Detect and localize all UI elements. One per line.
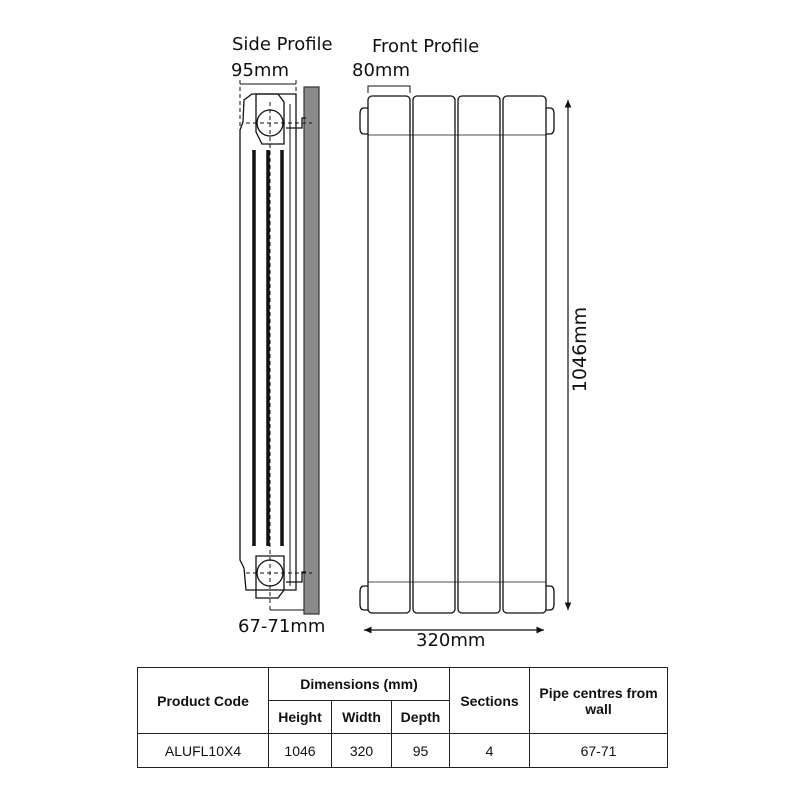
- pipe-stub-bottom-left: [360, 586, 368, 610]
- header-product-code: Product Code: [138, 668, 269, 734]
- header-pipe-centres: Pipe centres from wall: [530, 668, 668, 734]
- front-section: [503, 96, 546, 613]
- cell-width: 320: [332, 734, 392, 768]
- table-row: [138, 734, 668, 768]
- header-depth: Depth: [392, 701, 450, 734]
- pipe-stub-top-left: [360, 108, 368, 134]
- front-sections: [368, 96, 546, 613]
- cell-sections: 4: [450, 734, 530, 768]
- header-dimensions: Dimensions (mm): [269, 668, 450, 701]
- pipe-centres-label: 67-71mm: [238, 616, 326, 637]
- side-depth-label: 95mm: [231, 60, 289, 81]
- width-label: 320mm: [416, 630, 486, 651]
- header-height: Height: [269, 701, 332, 734]
- cell-pipe-centres: 67-71: [530, 734, 668, 768]
- pipe-stub-top-right: [546, 108, 554, 134]
- height-label: 1046mm: [569, 306, 592, 393]
- cell-depth: 95: [392, 734, 450, 768]
- side-profile-drawing: [240, 80, 319, 614]
- pipe-stub-bottom-right: [546, 586, 554, 610]
- front-section: [458, 96, 500, 613]
- header-width: Width: [332, 701, 392, 734]
- header-sections: Sections: [450, 668, 530, 734]
- spec-table: [137, 667, 668, 768]
- front-section: [413, 96, 455, 613]
- front-profile-label: Front Profile: [372, 36, 480, 57]
- cell-product-code: ALUFL10X4: [138, 734, 269, 768]
- front-section: [368, 96, 410, 613]
- cell-height: 1046: [269, 734, 332, 768]
- front-profile-drawing: [360, 86, 568, 630]
- section-width-bracket: [368, 86, 410, 93]
- side-profile-label: Side Profile: [232, 34, 333, 55]
- section-width-label: 80mm: [352, 60, 410, 81]
- wall-plate: [304, 87, 319, 614]
